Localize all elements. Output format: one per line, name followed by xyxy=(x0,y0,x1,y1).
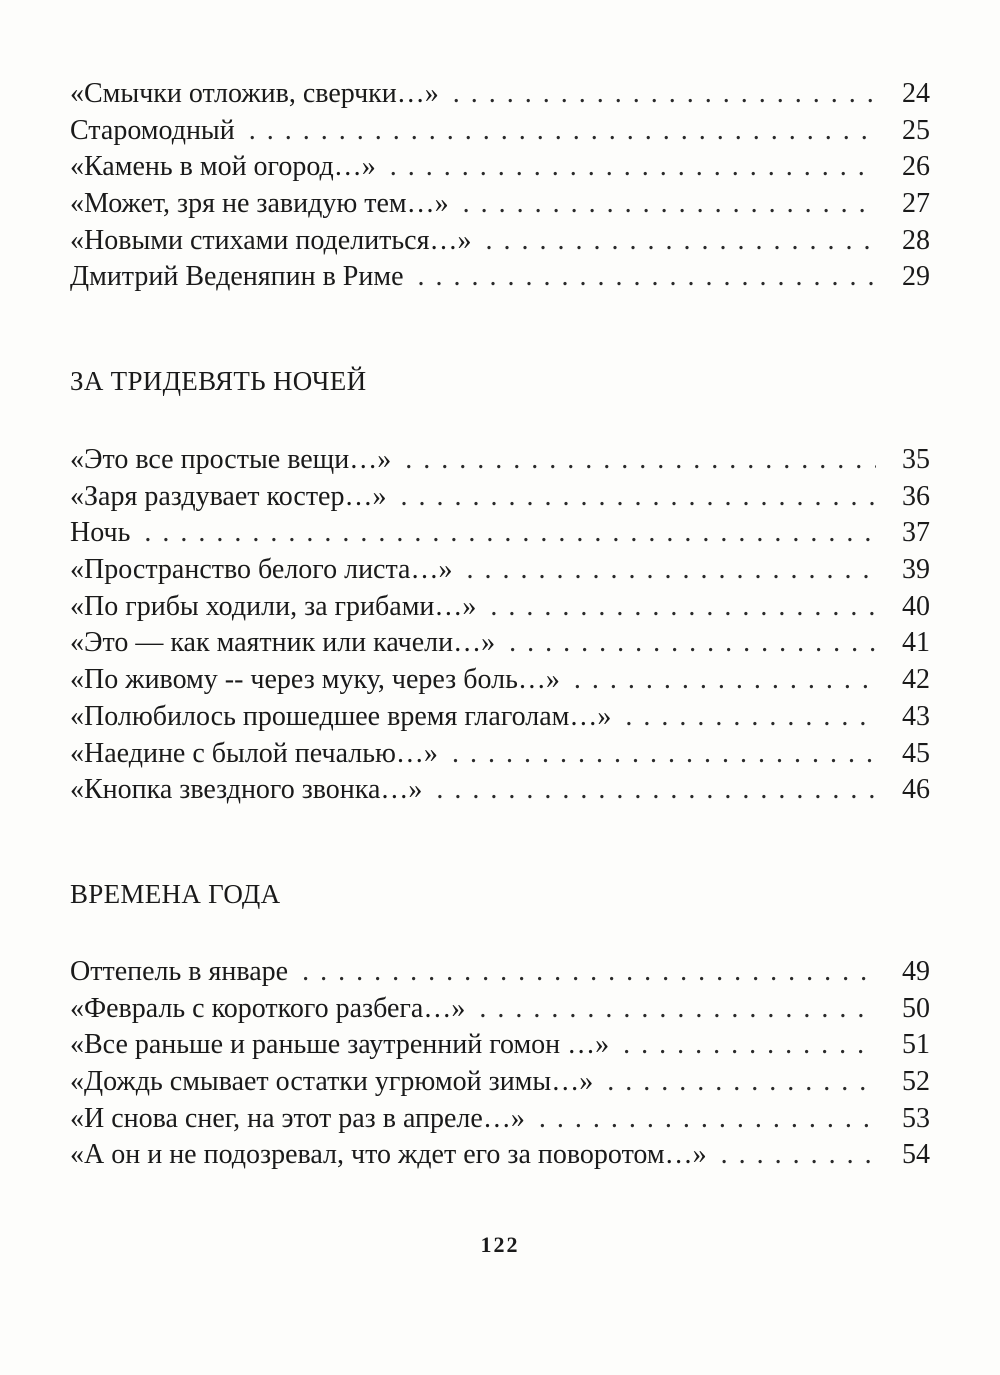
entry-title: Дмитрий Веденяпин в Риме xyxy=(70,261,404,293)
toc-entry xyxy=(70,1064,930,1101)
toc-entry xyxy=(70,772,930,809)
entry-title: «Февраль с короткого разбега…» xyxy=(70,992,466,1024)
entry-page-number: 37 xyxy=(902,517,930,549)
toc-entry xyxy=(70,954,930,991)
dot-leader xyxy=(405,442,876,479)
dot-leader xyxy=(390,149,876,186)
entry-page-number: 35 xyxy=(902,444,930,475)
toc-entry xyxy=(70,515,930,552)
entry-title: «А он и не подозревал, что ждет его за поворотом…» xyxy=(70,1139,707,1171)
entry-page-number: 43 xyxy=(902,700,930,732)
dot-leader xyxy=(418,259,877,296)
entry-title: «Полюбилось прошедшее время глаголам…» xyxy=(70,700,612,732)
section-heading: ЗА ТРИДЕВЯТЬ НОЧЕЙ xyxy=(70,366,367,396)
toc-entry xyxy=(70,552,930,589)
entry-title: Оттепель в январе xyxy=(70,956,289,987)
toc-entry xyxy=(70,736,930,773)
dot-leader xyxy=(453,76,876,113)
entry-page-number: 50 xyxy=(902,992,930,1024)
entry-title: Старомодный xyxy=(70,114,235,146)
entry-page-number: 49 xyxy=(902,956,930,987)
dot-leader xyxy=(452,736,876,773)
dot-leader xyxy=(249,113,876,150)
entry-title: «Камень в мой огород…» xyxy=(70,151,376,183)
page-number: 122 xyxy=(480,1232,520,1257)
toc-entry xyxy=(70,1137,930,1174)
toc-entry xyxy=(70,259,930,296)
toc-group-continued xyxy=(70,76,930,296)
dot-leader xyxy=(486,223,877,260)
entry-title: «Может, зря не завидую тем…» xyxy=(70,188,449,220)
entry-title: «Новыми стихами поделиться…» xyxy=(70,224,472,256)
entry-title: «Дождь смывает остатки угрюмой зимы…» xyxy=(70,1066,594,1098)
dot-leader xyxy=(721,1137,876,1174)
entry-title: «Наедине с былой печалью…» xyxy=(70,737,438,769)
dot-leader xyxy=(607,1064,876,1101)
entry-title: «Все раньше и раньше заутренний гомон …» xyxy=(70,1029,610,1061)
entry-title: «Кнопка звездного звонка…» xyxy=(70,774,423,806)
entry-page-number: 27 xyxy=(902,188,930,220)
entry-title: «Это — как маятник или качели…» xyxy=(70,627,496,659)
toc-entry xyxy=(70,186,930,223)
toc-entry xyxy=(70,1027,930,1064)
toc-entry xyxy=(70,625,930,662)
dot-leader xyxy=(436,772,876,809)
dot-leader xyxy=(463,186,876,223)
entry-page-number: 40 xyxy=(902,590,930,622)
toc-entry xyxy=(70,223,930,260)
dot-leader xyxy=(490,589,876,626)
dot-leader xyxy=(625,699,876,736)
dot-leader xyxy=(479,991,876,1028)
entry-page-number: 41 xyxy=(902,627,930,659)
toc-entry xyxy=(70,662,930,699)
entry-page-number: 29 xyxy=(902,261,930,293)
entry-page-number: 39 xyxy=(902,554,930,586)
entry-title: «И снова снег, на этот раз в апреле…» xyxy=(70,1102,525,1134)
dot-leader xyxy=(466,552,876,589)
toc-entry xyxy=(70,442,930,479)
entry-page-number: 53 xyxy=(902,1102,930,1134)
toc-entry xyxy=(70,1101,930,1138)
toc-section-list xyxy=(70,442,930,809)
entry-title: Ночь xyxy=(70,517,131,549)
entry-page-number: 52 xyxy=(902,1066,930,1098)
dot-leader xyxy=(623,1027,876,1064)
entry-page-number: 46 xyxy=(902,774,930,806)
toc-entry xyxy=(70,76,930,113)
section-heading: ВРЕМЕНА ГОДА xyxy=(70,879,281,909)
toc-entry xyxy=(70,699,930,736)
dot-leader xyxy=(539,1101,876,1138)
toc-entry xyxy=(70,149,930,186)
entry-page-number: 42 xyxy=(902,664,930,696)
entry-page-number: 28 xyxy=(902,224,930,256)
entry-title: «По живому -- через муку, через боль…» xyxy=(70,664,560,696)
dot-leader xyxy=(400,479,876,516)
entry-page-number: 36 xyxy=(902,480,930,512)
toc-entry xyxy=(70,589,930,626)
entry-title: «По грибы ходили, за грибами…» xyxy=(70,590,477,622)
dot-leader xyxy=(302,954,876,991)
entry-page-number: 51 xyxy=(902,1029,930,1061)
entry-title: «Смычки отложив, сверчки…» xyxy=(70,78,439,109)
entry-title: «Заря раздувает костер…» xyxy=(70,480,387,512)
entry-page-number: 54 xyxy=(902,1139,930,1171)
dot-leader xyxy=(144,515,876,552)
toc-entry xyxy=(70,991,930,1028)
entry-page-number: 25 xyxy=(902,114,930,146)
toc-entry xyxy=(70,113,930,150)
toc-entry xyxy=(70,479,930,516)
entry-page-number: 24 xyxy=(902,78,930,109)
entry-page-number: 26 xyxy=(902,151,930,183)
entry-title: «Пространство белого листа…» xyxy=(70,554,453,586)
entry-title: «Это все простые вещи…» xyxy=(70,444,392,475)
dot-leader xyxy=(509,625,876,662)
dot-leader xyxy=(574,662,876,699)
entry-page-number: 45 xyxy=(902,737,930,769)
toc-section-list xyxy=(70,954,930,1174)
